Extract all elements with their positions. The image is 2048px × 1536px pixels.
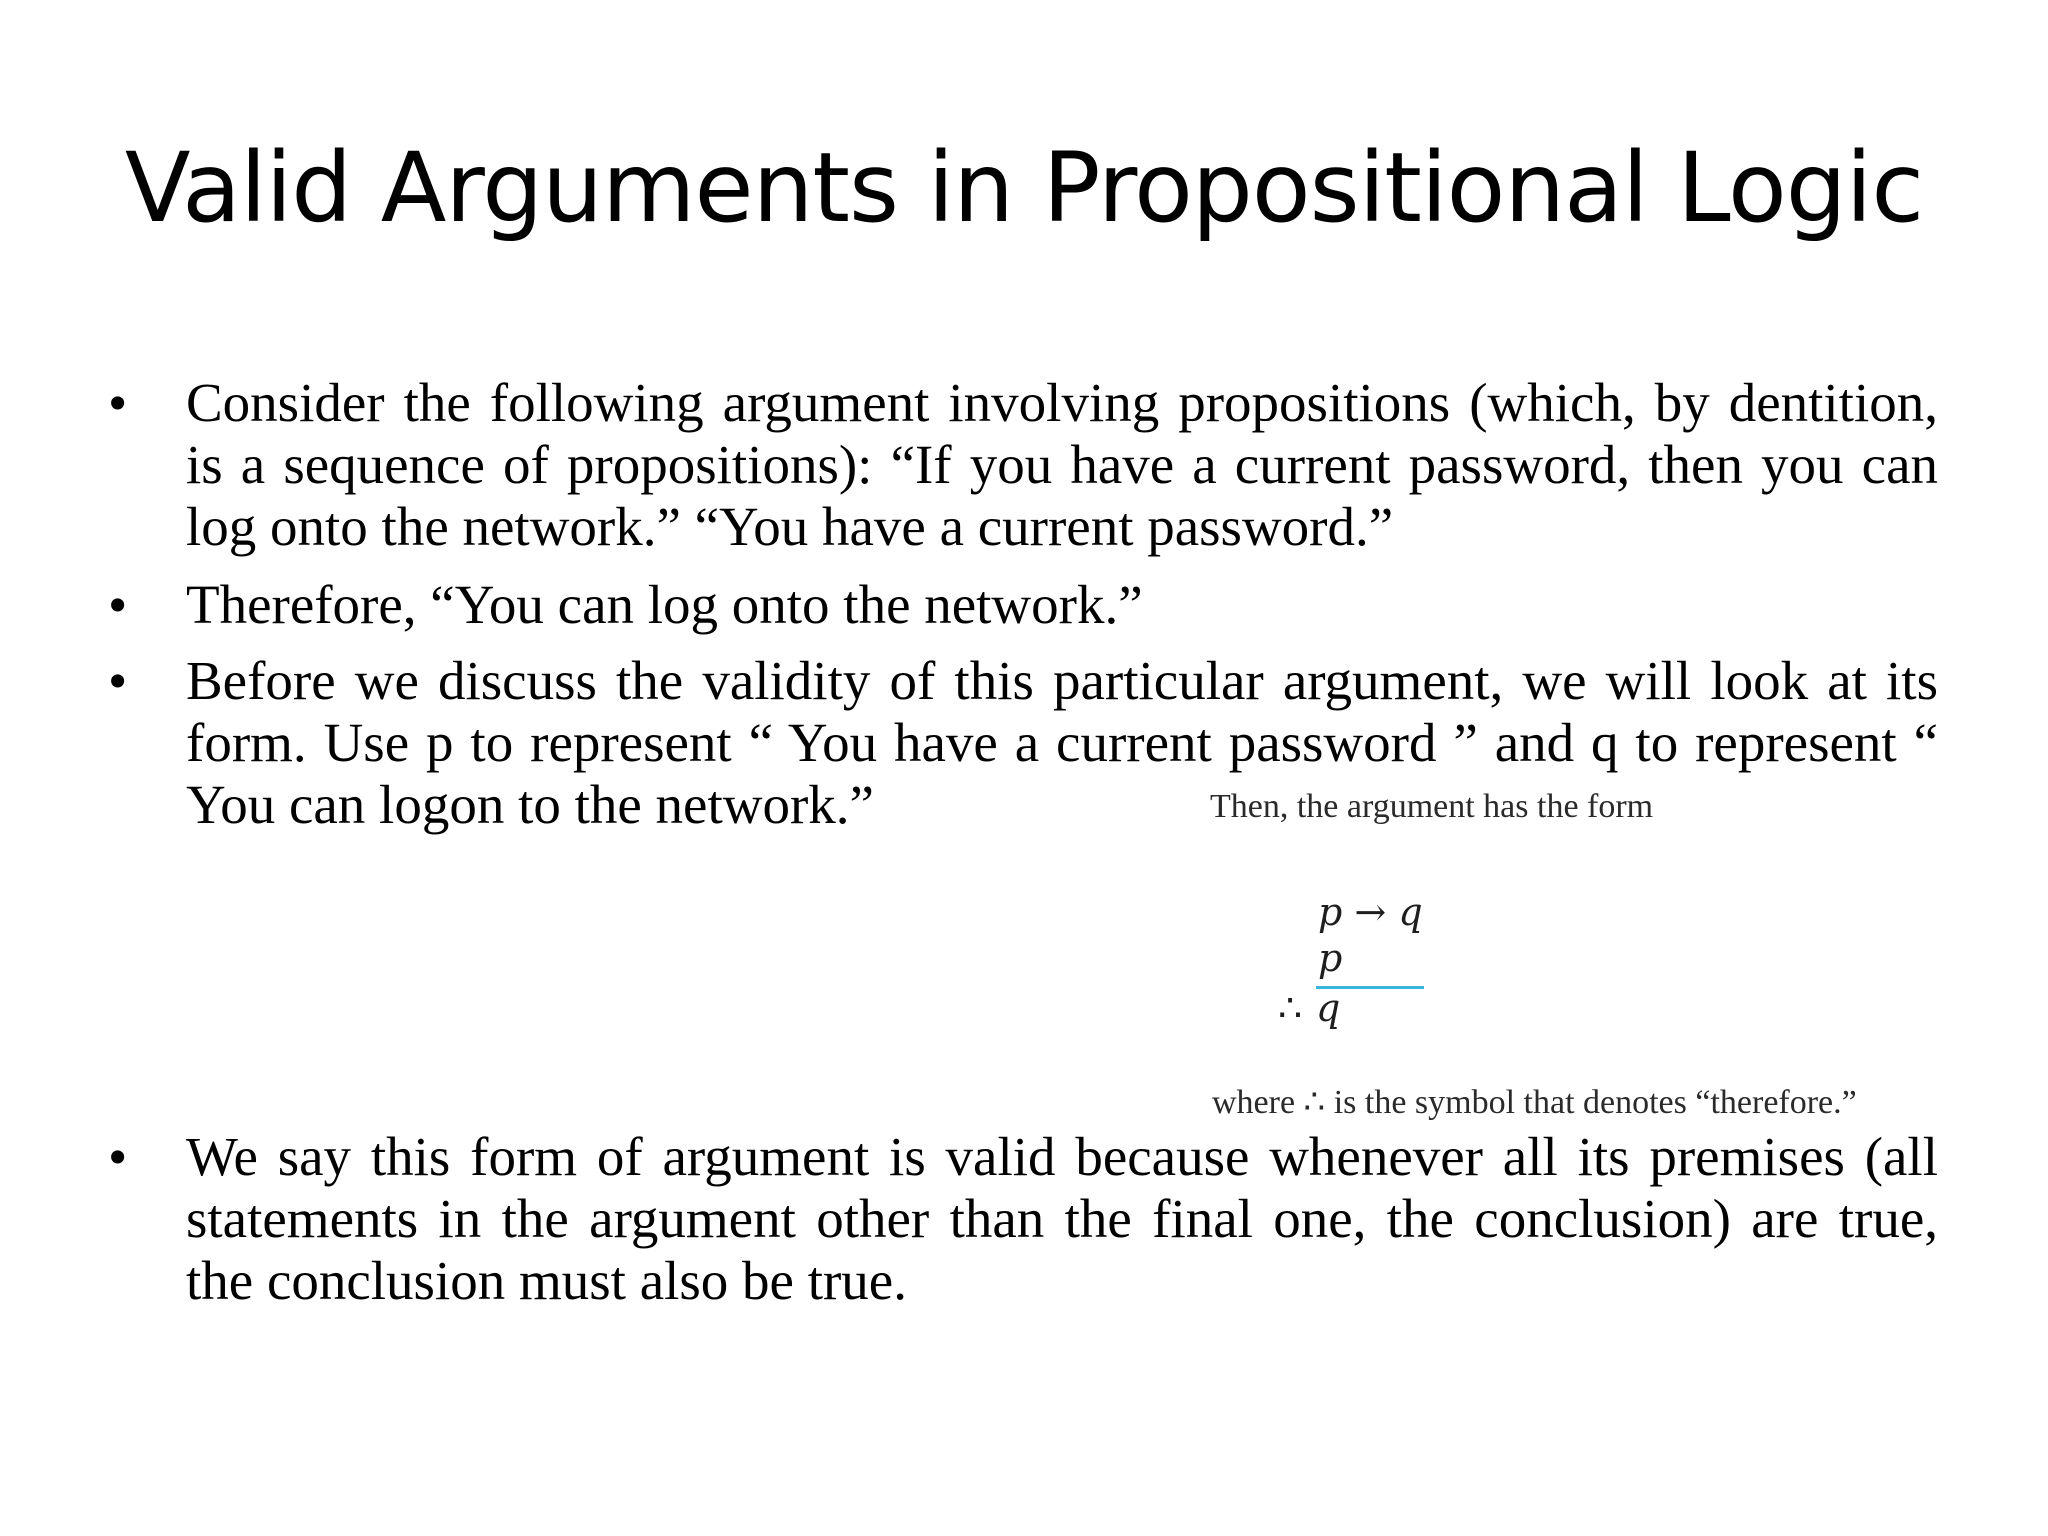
bullet-marker: • bbox=[108, 574, 128, 635]
bullet-marker: • bbox=[108, 372, 128, 433]
bullet-marker: • bbox=[108, 1126, 128, 1187]
bullet-text: We say this form of argument is valid because whenever all its premises (all statements in the argument other than the final one, the conclusion) are true, the conclusion must also be true. bbox=[186, 1126, 1938, 1311]
form-intro-text: Then, the argument has the form bbox=[1210, 788, 1654, 825]
therefore-symbol: ∴ bbox=[1278, 986, 1303, 1030]
bullet-marker: • bbox=[108, 650, 128, 711]
bullet-text: Therefore, “You can log onto the network.” bbox=[186, 574, 1143, 635]
bullet-text: Consider the following argument involving propositions (which, by dentition, is a sequence of propositions): “If you have a current password, then you can log onto the network.” “You have a current password.” bbox=[186, 372, 1938, 557]
bullet-text-main: Before we discuss the validity of this particular argument, we will look at its form. Use p to represent “ You have a current password ” and q to represent “ You can logon to the network.” bbox=[186, 650, 1938, 835]
bullet-text bbox=[186, 650, 1938, 836]
therefore-note: where ∴ is the symbol that denotes “therefore.” bbox=[1212, 1084, 1857, 1121]
premise-1: p → q bbox=[1318, 890, 1423, 934]
premise-2: p bbox=[1318, 936, 1343, 980]
slide-title: Valid Arguments in Propositional Logic bbox=[124, 132, 1924, 244]
conclusion: q bbox=[1316, 986, 1341, 1030]
